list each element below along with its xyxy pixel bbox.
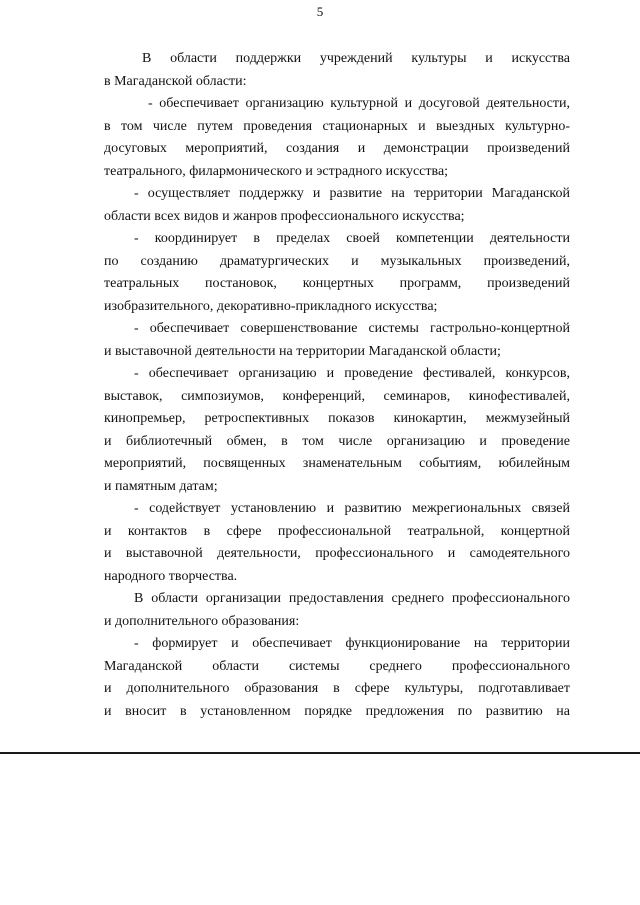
text-line: и выставочной деятельности, профессионального и самодеятельного: [104, 546, 570, 561]
text-line: Магаданской области системы среднего профессионального: [104, 658, 570, 674]
paragraph: [104, 498, 570, 588]
text-line: в Магаданской области:: [104, 73, 247, 89]
text-line: и контактов в сфере профессиональной театральной, концертной: [104, 523, 570, 539]
text-line: кинопремьер, ретроспективных показов кинокартин, межмузейный: [104, 411, 570, 426]
text-line: - формирует и обеспечивает функционирование на территории: [134, 636, 570, 651]
text-line: и библиотечный обмен, в том числе организацию и проведение: [104, 433, 570, 449]
paragraph: [104, 228, 570, 318]
text-line: и памятным датам;: [104, 478, 218, 494]
paragraph: [104, 318, 570, 363]
text-line: - содействует установлению и развитию межрегиональных связей: [134, 501, 570, 516]
text-line: - координирует в пределах своей компетенции деятельности: [134, 231, 570, 246]
text-line: в том числе путем проведения стационарных и выездных культурно-: [104, 118, 570, 134]
paragraph: [104, 93, 570, 183]
text-line: и дополнительного образования в сфере культуры, подготавливает: [104, 681, 570, 696]
paragraph: [104, 48, 570, 93]
text-line: народного творчества.: [104, 568, 238, 584]
paragraph: [104, 588, 570, 633]
text-line: изобразительного, декоративно-прикладного искусства;: [104, 298, 438, 314]
text-line: В области поддержки учреждений культуры и искусства: [142, 51, 570, 66]
text-line: досуговых мероприятий, создания и демонстрации произведений: [104, 141, 570, 156]
paragraph: [104, 633, 570, 723]
text-line: мероприятий, посвященных знаменательным событиям, юбилейным: [104, 456, 570, 471]
page-number: 5: [316, 4, 324, 19]
document-body: [104, 48, 570, 723]
text-line: - обеспечивает организацию культурной и досуговой деятельности,: [148, 96, 570, 111]
text-line: по созданию драматургических и музыкальных произведений,: [104, 253, 570, 269]
text-line: - осуществляет поддержку и развитие на территории Магаданской: [134, 186, 570, 201]
text-line: - обеспечивает организацию и проведение фестивалей, конкурсов,: [134, 366, 570, 381]
footer-divider: [0, 752, 640, 754]
paragraph: [104, 363, 570, 498]
text-line: театрального, филармонического и эстрадного искусства;: [104, 163, 449, 179]
paragraph: [104, 183, 570, 228]
text-line: - обеспечивает совершенствование системы гастрольно-концертной: [134, 321, 570, 336]
text-line: области всех видов и жанров профессионального искусства;: [104, 208, 465, 224]
text-line: театральных постановок, концертных программ, произведений: [104, 276, 570, 291]
text-line: и дополнительного образования:: [104, 613, 300, 629]
text-line: и вносит в установленном порядке предложения по развитию на: [104, 703, 570, 719]
text-line: выставок, симпозиумов, конференций, семинаров, кинофестивалей,: [104, 388, 570, 404]
text-line: В области организации предоставления среднего профессионального: [134, 591, 570, 606]
text-line: и выставочной деятельности на территории Магаданской области;: [104, 343, 501, 359]
